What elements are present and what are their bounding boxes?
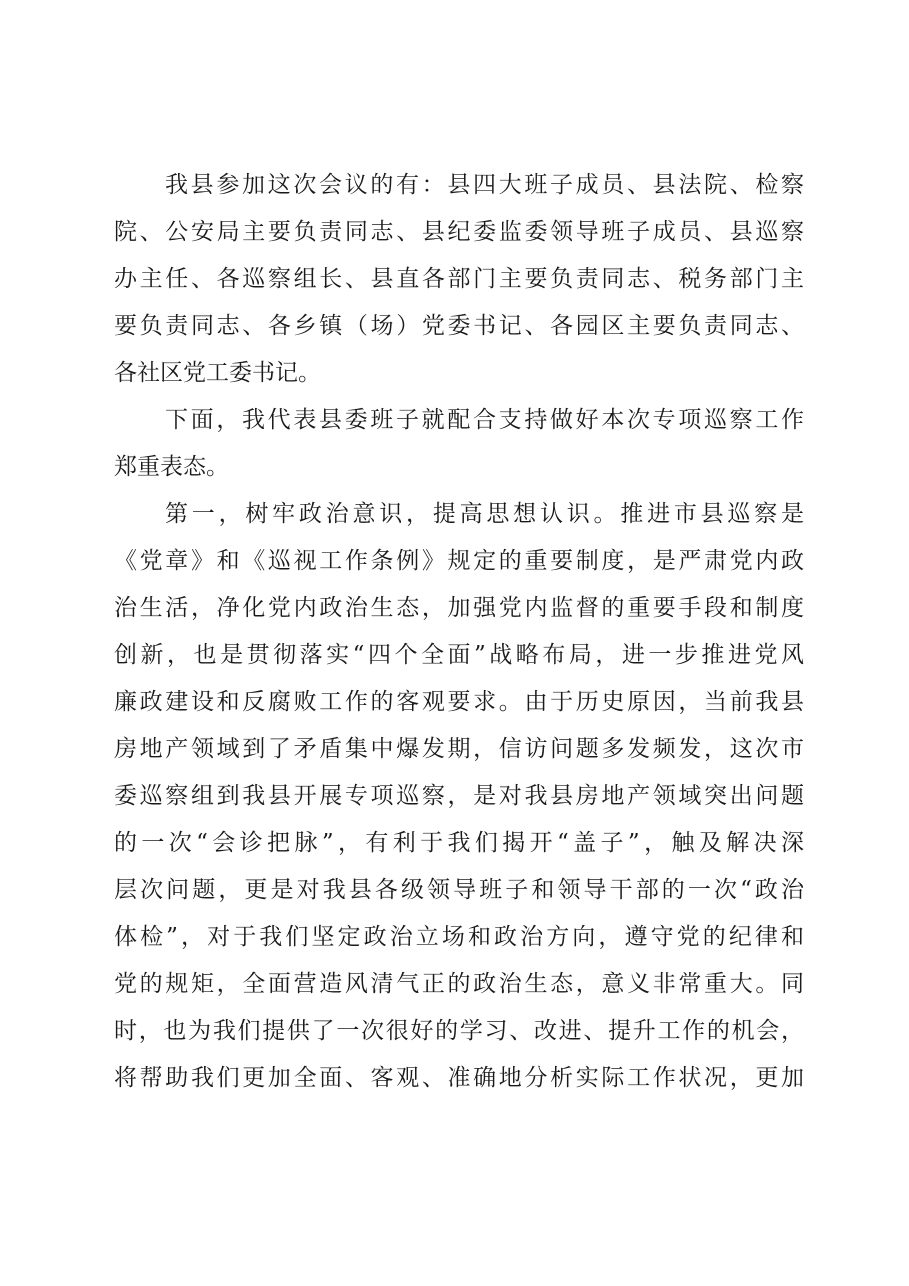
paragraph-1-line-4: 要负责同志、各乡镇（场）党委书记、各园区主要负责同志、 xyxy=(114,313,804,339)
paragraph-3-line-2: 《党章》和《巡视工作条例》规定的重要制度，是严肃党内政 xyxy=(114,548,804,574)
paragraph-1-line-3: 办主任、各巡察组长、县直各部门主要负责同志、税务部门主 xyxy=(114,266,804,292)
paragraph-3-line-10: 体检”，对于我们坚定政治立场和政治方向，遵守党的纪律和 xyxy=(114,924,804,950)
paragraph-3-line-9: 层次问题，更是对我县各级领导班子和领导干部的一次“政治 xyxy=(114,877,804,903)
paragraph-3-line-1: 第一，树牢政治意识，提高思想认识。推进市县巡察是 xyxy=(165,501,804,527)
paragraph-1-line-1: 我县参加这次会议的有：县四大班子成员、县法院、检察 xyxy=(165,172,804,198)
paragraph-3-line-11: 党的规矩，全面营造风清气正的政治生态，意义非常重大。同 xyxy=(114,971,804,997)
paragraph-3-line-7: 委巡察组到我县开展专项巡察，是对我县房地产领域突出问题 xyxy=(114,783,804,809)
paragraph-3-line-8: 的一次“会诊把脉”，有利于我们揭开“盖子”，触及解决深 xyxy=(114,830,804,856)
paragraph-2-line-2: 郑重表态。 xyxy=(114,454,229,480)
paragraph-3-line-12: 时，也为我们提供了一次很好的学习、改进、提升工作的机会， xyxy=(114,1018,804,1044)
paragraph-3-line-5: 廉政建设和反腐败工作的客观要求。由于历史原因，当前我县 xyxy=(114,689,804,715)
paragraph-2-line-1: 下面，我代表县委班子就配合支持做好本次专项巡察工作 xyxy=(165,407,804,433)
paragraph-1-line-5: 各社区党工委书记。 xyxy=(114,360,321,386)
paragraph-3-line-4: 创新，也是贯彻落实“四个全面”战略布局，进一步推进党风 xyxy=(114,642,804,668)
paragraph-1-line-2: 院、公安局主要负责同志、县纪委监委领导班子成员、县巡察 xyxy=(114,219,804,245)
paragraph-3-line-3: 治生活，净化党内政治生态，加强党内监督的重要手段和制度 xyxy=(114,595,804,621)
paragraph-3-line-6: 房地产领域到了矛盾集中爆发期，信访问题多发频发，这次市 xyxy=(114,736,804,762)
paragraph-3-line-13: 将帮助我们更加全面、客观、准确地分析实际工作状况，更加 xyxy=(114,1065,804,1091)
